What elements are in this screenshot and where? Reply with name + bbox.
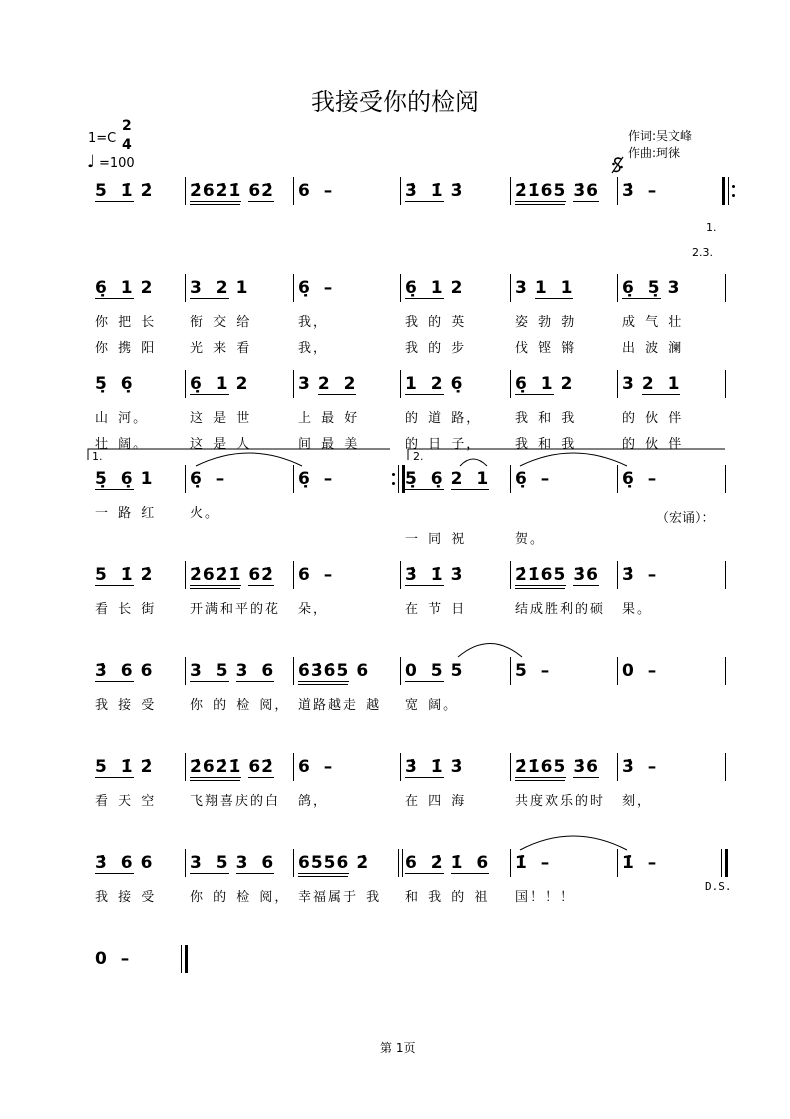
measure [405,465,496,493]
barline-single [725,274,726,302]
note-group: 2̇1̇65 [515,756,567,777]
lyric-text: 看 长 街 [95,602,157,617]
note-group: 6̣ 1 [515,373,554,394]
note-group: 6̣ – [190,469,226,489]
note-group: 3̇ 1̇ [405,564,444,585]
measure [298,370,363,398]
lyric-text: 这 是 人 [190,437,252,452]
note-group: 2̇62̇1̇ [190,564,242,585]
note-group: 1 1 [534,277,574,298]
note-group: 6̣ – [298,469,334,489]
barline-single [293,177,294,205]
tie-arc [520,836,627,850]
note-group: 0 – [95,949,131,969]
barline-single [185,274,186,302]
note-group: 3̇ – [622,565,658,585]
segno-icon [612,157,623,173]
lyricist-credit: 作词:吴文峰 [628,129,693,143]
barline-single [510,465,511,493]
lyric-text: 间 最 美 [298,437,360,452]
note-group: 3 6 [235,660,275,681]
barline-single [725,561,726,589]
time-signature-bottom: 4 [122,137,132,153]
note-group: 2̇62̇1̇ [190,180,242,201]
barline-single [400,561,401,589]
barline-repeat-end [398,465,405,493]
note-group: 6 [140,661,154,681]
lyric-text: 衔 交 给 [190,315,252,330]
lyric-text: 上 最 好 [298,411,360,426]
composer-credit: 作曲:珂徕 [628,146,681,160]
lyric-text: 贺。 [515,532,546,547]
note-group: 62̇ [248,756,274,777]
note-group: 5 1̇ [95,756,134,777]
lyric-text: 壮 阔。 [95,437,149,452]
note-group: 1̇ – [622,853,658,873]
note-group: 6̣ – [298,278,334,298]
barline-single [510,753,511,781]
lyric-text: 你 把 长 [95,315,157,330]
note-group: 1 [235,278,249,298]
note-group: 1 2 [405,373,444,394]
note-group: 62̇ [248,564,274,585]
lyric-text: 我 接 受 [95,698,157,713]
note-group: 3̇6 [573,756,599,777]
note-group: 6̣ – [515,469,551,489]
measure [405,274,470,302]
measure [515,274,580,302]
note-group: 6556 [298,852,350,873]
measure [515,561,606,589]
note-group: 6̣ 5̣ [622,277,661,298]
note-group: 3 2 [190,277,229,298]
measure [622,753,664,781]
measure [298,753,340,781]
barline-repeat-start [722,177,729,205]
measure [95,657,160,685]
note-group: 6̇3̇6̇5 [298,660,350,681]
lyric-text: 刻， [622,794,653,809]
note-group: 2 [140,278,154,298]
barline-single [293,274,294,302]
lyric-text: 山 河。 [95,411,149,426]
note-group: 1̇ 6 [450,852,490,873]
lyric-text: 这 是 世 [190,411,252,426]
note-group: 6 – [298,757,334,777]
note-group: 3̇ [450,757,464,777]
barline-single [617,465,618,493]
measure [190,849,281,877]
barline-single [510,561,511,589]
measure [190,370,255,398]
barline-single [617,561,618,589]
measure [190,177,281,205]
note-group: 2̇62̇1̇ [190,756,242,777]
note-group: 6̣ – [622,469,658,489]
lyric-text: 的 道 路， [405,411,482,426]
note-group: 3 [298,374,311,394]
lyric-text: 姿 勃 勃 [515,315,577,330]
volta-ending-1: 1. [92,450,103,463]
note-group: 2 [450,278,464,298]
note-group: 3̇ – [622,757,658,777]
measure [95,370,141,398]
measure [622,561,664,589]
note-group: 6̣ 1 [405,277,444,298]
note-group: 1̇ – [515,853,551,873]
volta-label-23: 2.3. [692,246,713,259]
barline-single [293,465,294,493]
lyric-text: 的 伙 伴 [622,411,684,426]
note-group: 6 – [298,181,334,201]
lyric-text: 我 接 受 [95,890,157,905]
barline-single [617,274,618,302]
note-group: 6̣ [450,374,464,394]
barline-single [617,849,618,877]
note-group: 62̇ [248,180,274,201]
measure [298,561,340,589]
lyric-text: 一 同 祝 [405,532,467,547]
barline-single [725,657,726,685]
lyric-text: 和 我 的 祖 [405,890,490,905]
barline-single [617,657,618,685]
barline-single [293,753,294,781]
lyric-text: 宽 阔。 [405,698,459,713]
lyric-text: 我 和 我 [515,411,577,426]
lyric-text: 你 携 阳 [95,341,157,356]
note-group: 5̣ 6̣ [95,374,134,394]
staff-row [0,753,790,809]
measure [298,177,340,205]
measure [298,465,340,493]
note-group: 3̇ 6 [95,660,134,681]
lyric-text: 朵， [298,602,329,617]
barline-single [617,753,618,781]
quarter-note-icon: ♩ [87,152,96,172]
measure [190,465,232,493]
note-group: 5̣ 6̣ [405,468,444,489]
note-group: 2 [560,374,574,394]
measure [515,465,557,493]
measure [622,370,687,398]
measure [190,657,281,685]
note-group: 2 1 [450,468,490,489]
note-group: 3̇6 [573,564,599,585]
note-group: 6 [140,853,154,873]
page-number: 第 1页 [380,1041,416,1055]
measure [95,561,160,589]
measure [622,177,664,205]
measure [190,753,281,781]
barline-single [400,370,401,398]
note-group: 5̣ 6̣ [95,468,134,489]
lyric-text: 开满和平的花 [190,602,281,617]
volta-label-1: 1. [706,221,717,234]
lyric-text: 在 节 日 [405,602,467,617]
lyric-text: 的 日 子， [405,437,482,452]
barline-single [400,177,401,205]
barline-single [400,657,401,685]
barline-single [293,849,294,877]
recitation-mark: （宏诵）： [656,511,715,526]
note-group: 5 1̇ [95,564,134,585]
note-group: 2 [235,374,249,394]
lyric-text: 成 气 壮 [622,315,684,330]
lyric-text: 道路越走 越 [298,698,382,713]
measure [515,370,580,398]
barline-final [721,849,728,877]
lyric-text: 鸽， [298,794,329,809]
note-group: 3̇ [450,181,464,201]
barline-single [400,274,401,302]
measure [405,370,470,398]
barline-double [398,849,403,877]
lyric-text: 国！！！ [515,890,576,905]
lyric-text: 我， [298,315,329,330]
note-group: 6 2̇ [405,852,444,873]
staff-row [0,945,790,973]
note-group: 2̇ [140,565,154,585]
measure [405,753,470,781]
measure [405,657,470,685]
measure [622,465,664,493]
note-group: 6 [356,661,370,681]
lyric-text: 你 的 检 阅， [190,890,290,905]
measure [622,657,664,685]
lyric-text: 我 的 步 [405,341,467,356]
lyric-text: 幸福属于 我 [298,890,382,905]
measure [515,177,606,205]
barline-single [725,370,726,398]
measure [95,274,160,302]
staff-row [0,561,790,617]
note-group: 2 2 [317,373,357,394]
barline-single [185,177,186,205]
barline-single [185,465,186,493]
measure [515,753,606,781]
lyric-text: 伐 铿 锵 [515,341,577,356]
note-group: 1 [140,469,154,489]
barline-single [293,370,294,398]
time-signature-top: 2 [122,118,132,134]
lyric-text: 飞翔喜庆的白 [190,794,281,809]
measure [95,945,137,973]
dal-segno-mark: D.S. [705,880,732,893]
note-group: 3̇ [450,565,464,585]
barline-single [725,465,726,493]
tie-arc [458,644,522,658]
measure [190,561,281,589]
staff-row [0,177,790,205]
staff-row [0,657,790,713]
measure [515,849,557,877]
measure [298,849,376,877]
measure [622,849,664,877]
lyric-text: 火。 [190,506,221,521]
lyric-text: 我 和 我 [515,437,577,452]
barline-single [617,177,618,205]
note-group: 3̇ – [622,181,658,201]
note-group: 0 – [622,661,658,681]
measure [95,465,160,493]
note-group: 2 1 [641,373,681,394]
note-group: 6 – [298,565,334,585]
note-group: 2̇ [356,853,370,873]
measure [95,753,160,781]
lyric-text: 结成胜利的硕 [515,602,606,617]
barline-single [293,561,294,589]
lyric-text: 出 波 澜 [622,341,684,356]
barline-single [185,370,186,398]
note-group: 6̣ 1 [95,277,134,298]
barline-single [185,561,186,589]
measure [405,849,496,877]
measure [190,274,255,302]
lyric-text: 光 来 看 [190,341,252,356]
note-group: 3 [667,278,681,298]
note-group: 3̇ 6 [95,852,134,873]
barline-single [293,657,294,685]
barline-single [510,657,511,685]
lyric-text: 一 路 红 [95,506,157,521]
note-group: 3̇6 [573,180,599,201]
lyric-text: 看 天 空 [95,794,157,809]
song-title: 我接受你的检阅 [311,88,479,116]
barline-single [400,753,401,781]
volta-ending-2: 2. [413,450,424,463]
key-signature: 1=C [88,131,117,146]
note-group: 6̣ 1 [190,373,229,394]
note-group: 2̇ [140,757,154,777]
note-group: 5 [450,661,464,681]
lyric-text: 你 的 检 阅， [190,698,290,713]
note-group: 5 – [515,661,551,681]
note-group: 3 [515,278,528,298]
staff-row [0,370,790,452]
note-group: 3 6 [235,852,275,873]
note-group: 3̇ 1̇ [405,756,444,777]
note-group: 2̇1̇65 [515,564,567,585]
measure [622,274,687,302]
note-group: 2̇ [140,181,154,201]
measure [405,561,470,589]
barline-single [510,370,511,398]
note-group: 3 5 [190,660,229,681]
lyric-text: 在 四 海 [405,794,467,809]
lyric-text: 我 的 英 [405,315,467,330]
tempo-value: =100 [99,156,135,171]
note-group: 3 5 [190,852,229,873]
lyric-text: 的 伙 伴 [622,437,684,452]
barline-single [510,274,511,302]
barline-single [510,849,511,877]
measure [95,849,160,877]
note-group: 3 [622,374,635,394]
lyric-text: 我， [298,341,329,356]
measure [405,177,470,205]
barline-single [185,753,186,781]
staff-row [0,274,790,356]
lyric-text: 果。 [622,602,653,617]
barline-single [617,370,618,398]
barline-final [181,945,188,973]
measure [95,177,160,205]
measure [298,657,376,685]
barline-single [725,753,726,781]
note-group: 2̇1̇65 [515,180,567,201]
note-group: 5 1̇ [95,180,134,201]
lyric-text: 共度欢乐的时 [515,794,606,809]
note-group: 0 5 [405,660,444,681]
measure [515,657,557,685]
measure [298,274,340,302]
barline-single [510,177,511,205]
note-group: 3̇ 1̇ [405,180,444,201]
barline-single [185,657,186,685]
barline-single [185,849,186,877]
